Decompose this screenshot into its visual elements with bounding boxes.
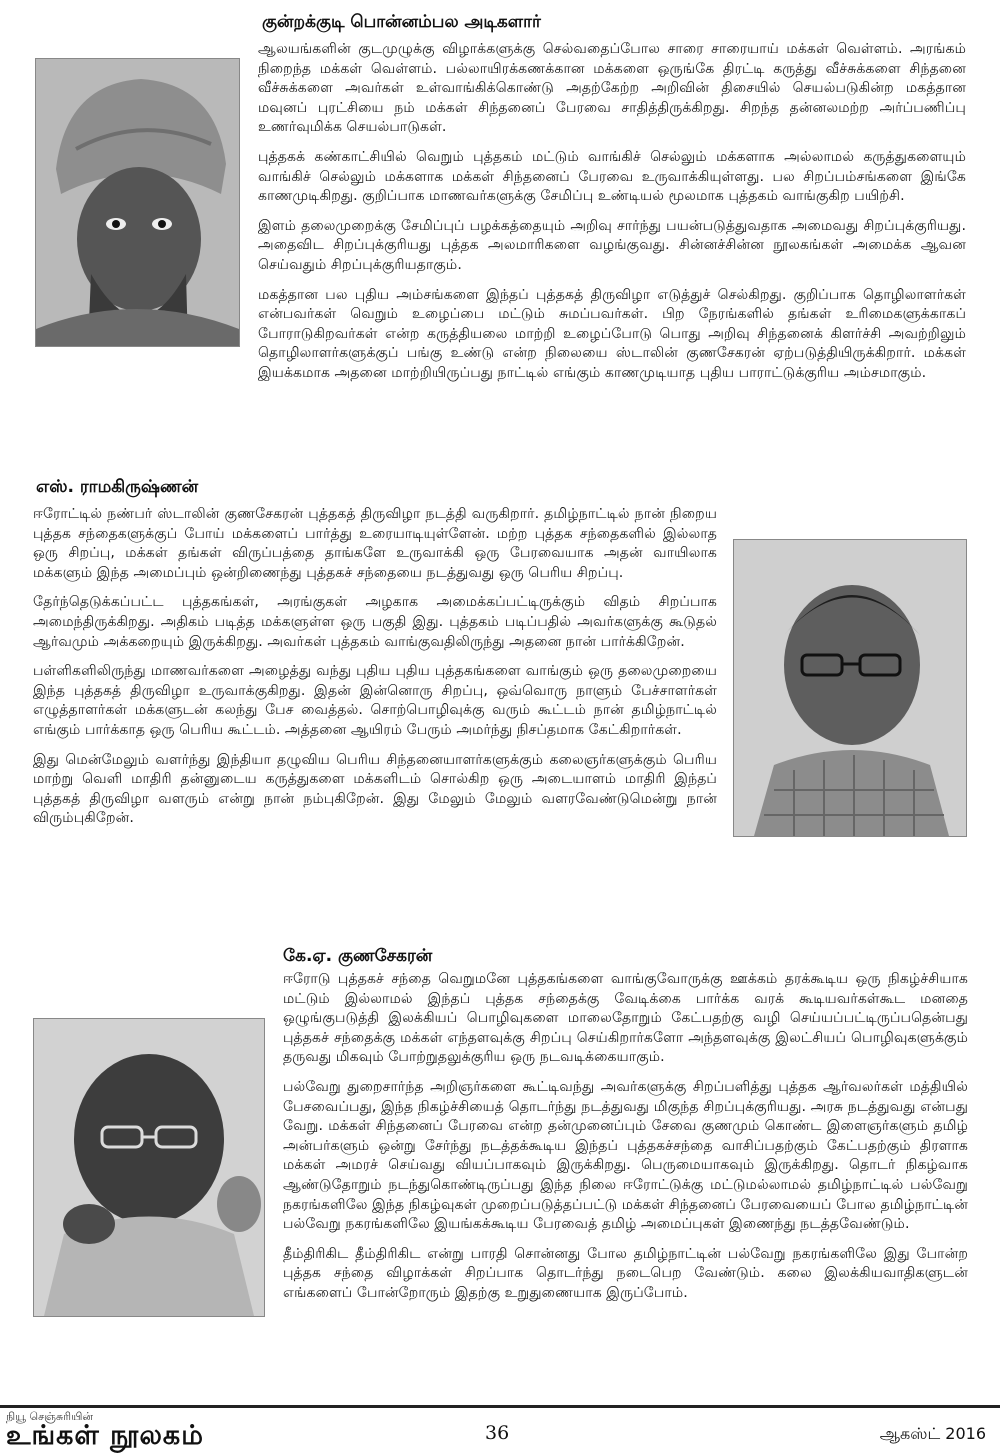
section-2-body [33, 505, 717, 839]
logo-publisher: நியூ செஞ்சுரியின் [6, 1410, 94, 1423]
paragraph: ஈரோட்டில் நண்பர் ஸ்டாலின் குணசேகரன் புத்தகத் திருவிழா நடத்தி வருகிறார். தமிழ்நாட்டில் நான் நிறைய புத்தக சந்தைகளுக்குப் போய் மக்களைப் பார்த்து உரையாடியுள்ளேன். மற்ற புத்தக சந்தைகளில் இல்லாத ஒரு சிறப்பு, மக்கள் தங்கள் விருப்பத்தை தாங்களே உருவாக்கி ஒரு பேரவையாக அதன் வாயிலாக மக்களும் இந்த அமைப்பும் ஒன்றிணைந்து புத்தகச் சந்தையை நடத்துவது ஒரு பெரிய சிறப்பு. [33, 506, 717, 581]
section-1-heading: குன்றக்குடி பொன்னம்பல அடிகளார் [262, 12, 541, 32]
logo-title: உங்கள் நூலகம் [6, 1420, 204, 1451]
publication-logo [6, 1410, 216, 1450]
paragraph: இது மென்மேலும் வளர்ந்து இந்தியா தழுவிய பெரிய சிந்தனையாளர்களுக்கும் கலைஞர்களுக்கும் பெரிய மாற்று வெளி மாதிரி தன்னுடைய கருத்துகளை மக்களிடம் சொல்கிற ஒரு அடையாளம் மாதிரி இந்தப் புத்தகத் திருவிழா வளரும் என்று நான் நம்புகிறேன். இது மேலும் மேலும் வளரவேண்டுமென்று நான் விரும்புகிறேன். [33, 751, 717, 827]
paragraph: இளம் தலைமுறைக்கு சேமிப்புப் பழக்கத்தையும் அறிவு சார்ந்து பயன்படுத்துவதாக அமைவது சிறப்புக்குரியது. அதைவிட சிறப்புக்குரியது புத்தக அலமாரிகளை வழங்குவது. சின்னச்சின்ன நூலகங்கள் அமைக்க ஆவன செய்வதும் சிறப்புக்குரியதாகும். [258, 217, 966, 273]
section-1-body [258, 40, 966, 394]
paragraph: தேர்ந்தெடுக்கப்பட்ட புத்தகங்கள், அரங்குகள் அழகாக அமைக்கப்பட்டிருக்கும் விதம் சிறப்பாக அமைந்திருக்கிறது. அதிகம் படித்த மக்களுள்ள ஒரு பகுதி இது. புத்தகம் படிப்பதில் அவர்களுக்கு கூடுதல் ஆர்வமும் அக்கறையும் இருக்கிறது. அவர்கள் புத்தகம் வாங்குவதிலிருந்து அதனை நான் பார்க்கிறேன். [33, 594, 717, 650]
paragraph: ஈரோடு புத்தகச் சந்தை வெறுமனே புத்தகங்களை வாங்குவோருக்கு ஊக்கம் தரக்கூடிய ஒரு நிகழ்ச்சியாக மட்டும் இல்லாமல் இந்தப் புத்தக சந்தைக்கு வேடிக்கை பார்க்க வரக் கூடியவர்கள்கூட மனதை ஒழுங்குபடுத்தி இலக்கியப் பொழிவுகளை மாலைதோறும் கேட்பதற்கு வழி செய்யப்பட்டிருப்பதென்பது புத்தகச் சந்தைக்கு மக்கள் எந்தளவுக்கு சிறப்பு செய்கிறார்களோ அந்தளவுக்கு இலட்சியப் பொழிவுகளுக்கும் தருவது மிகவும் போற்றுதலுக்குரிய ஒரு நடவடிக்கையாகும். [283, 971, 968, 1066]
paragraph: பள்ளிகளிலிருந்து மாணவர்களை அழைத்து வந்து புதிய புதிய புத்தகங்களை வாங்கும் ஒரு தலைமுறையை இந்த புத்தகத் திருவிழா உருவாக்குகிறது. இதன் இன்னொரு சிறப்பு, ஒவ்வொரு நாளும் பேச்சாளர்கள் எழுத்தாளர்கள் மக்களுடன் கலந்து பேச வைத்தல். சொற்பொழிவுக்கு வரும் கூட்டம் நான் தமிழ்நாட்டில் எங்கும் பார்க்காத ஒரு பெரிய கூட்டம். அத்தனை ஆயிரம் பேரும் அமர்ந்து நிசப்தமாக கேட்கிறார்கள். [33, 663, 717, 738]
footer-rule [0, 1405, 1000, 1408]
paragraph: தீம்திரிகிட தீம்திரிகிட என்று பாரதி சொன்னது போல தமிழ்நாட்டின் பல்வேறு நகரங்களிலே இது போன்ற புத்தக சந்தை விழாக்கள் சிறப்பாக தொடர்ந்து நடைபெற வேண்டும். கலை இலக்கியவாதிகளுடன் எங்களைப் போன்றோரும் இதற்கு உறுதுணையாக இருப்போம். [283, 1245, 968, 1301]
paragraph: புத்தகக் கண்காட்சியில் வெறும் புத்தகம் மட்டும் வாங்கிச் செல்லும் மக்களாக அல்லாமல் கருத்துகளையும் வாங்கிச் செல்லும் மக்களாக மக்கள் சிந்தனைப் பேரவை உருவாக்கியுள்ளது. பல சிறப்பம்சங்களை இங்கே காணமுடிகிறது. குறிப்பாக மாணவர்களுக்கு சேமிப்பு உண்டியல் மூலமாக புத்தகம் வாங்குகிற பயிற்சி. [258, 148, 966, 205]
page-number: 36 [485, 1422, 510, 1444]
paragraph: ஆலயங்களின் குடமுழுக்கு விழாக்களுக்கு செல்வதைப்போல சாரை சாரையாய் மக்கள் வெள்ளம். அரங்கம் நிறைந்த மக்கள் வெள்ளம். பல்லாயிரக்கணக்கான மக்களை ஒருங்கே திரட்டி கருத்து வீச்சுக்களை சிந்தனை வீச்சுக்களை அவர்கள் உள்வாங்கிக்கொண்டு அதற்கேற்ற அறிவின் திசையில் செயல்படுகின்ற மகத்தான மவுனப் புரட்சியை நம் மக்கள் சிந்தனைப் பேரவை சாதித்திருக்கிறது. சிறந்த தன்னலமற்ற அர்ப்பணிப்பு உணர்வுமிக்க செயல்பாடுகள். [258, 41, 966, 136]
section-3-heading: கே.ஏ. குணசேகரன் [283, 946, 433, 966]
section-3-body [283, 970, 968, 1314]
photo-portrait-2 [733, 539, 967, 837]
section-2-heading: எஸ். ராமகிருஷ்ணன் [36, 477, 199, 497]
photo-portrait-1 [35, 58, 240, 347]
paragraph: மகத்தான பல புதிய அம்சங்களை இந்தப் புத்தகத் திருவிழா எடுத்துச் செல்கிறது. குறிப்பாக தொழிலாளர்கள் என்பவர்கள் வெறும் உழைப்பை மட்டும் சுமப்பவர்கள். பிற நேரங்களில் தங்கள் உரிமைகளுக்காகப் போராடுகிறவர்கள் என்ற கருத்தியலை மாற்றி உழைப்போடு பொது அறிவு சிந்தனைக் கிளர்ச்சி அவற்றிலும் தொழிலாளர்களுக்குப் பங்கு உண்டு என்ற நிலையை ஸ்டாலின் குணசேகரன் ஏற்படுத்தியிருக்கிறார். மக்கள் இயக்கமாக அதனை மாற்றியிருப்பது நாட்டில் எங்கும் காணமுடியாத புதிய பாராட்டுக்குரிய அம்சமாகும். [258, 286, 966, 381]
paragraph: பல்வேறு துறைசார்ந்த அறிஞர்களை கூட்டிவந்து அவர்களுக்கு சிறப்பளித்து புத்தக ஆர்வலர்கள் மத்தியில் பேசவைப்பது, இந்த நிகழ்ச்சியைத் தொடர்ந்து நடத்துவது மிகுந்த சிறப்புக்குரியது. அரசு நடத்துவது என்பது வேறு. மக்கள் சிந்தனைப் பேரவை என்ற தன்முனைப்பும் சேவை குணமும் கொண்ட இளைஞர்களும் தமிழ் அன்பர்களும் ஒன்று சேர்ந்து நடத்தக்கூடிய இந்தப் புத்தகச்சந்தை வாசிப்பதற்கும் கேட்பதற்கும் திரளாக மக்கள் அமரச் செய்வது வியப்பாகவும் இருக்கிறது. பெருமையாகவும் இருக்கிறது. தொடர் நிகழ்வாக ஆண்டுதோறும் நடந்துகொண்டிருப்பது இந்த நிலை ஈரோட்டுக்கு மட்டுமல்லாமல் தமிழ்நாட்டில் பல்வேறு நகரங்களிலே இந்த நிகழ்வுகள் முறைப்படுத்தப்பட்டு மக்கள் சிந்தனைப் பேரவையைப் போல தமிழ்நாட்டின் பல்வேறு நகரங்களிலே இயங்கக்கூடிய பேரவைத் தமிழ் அமைப்புகள் இணைந்து நடத்தவேண்டும். [283, 1078, 968, 1233]
issue-date: ஆகஸ்ட் 2016 [879, 1424, 986, 1443]
photo-portrait-3 [33, 1018, 265, 1317]
